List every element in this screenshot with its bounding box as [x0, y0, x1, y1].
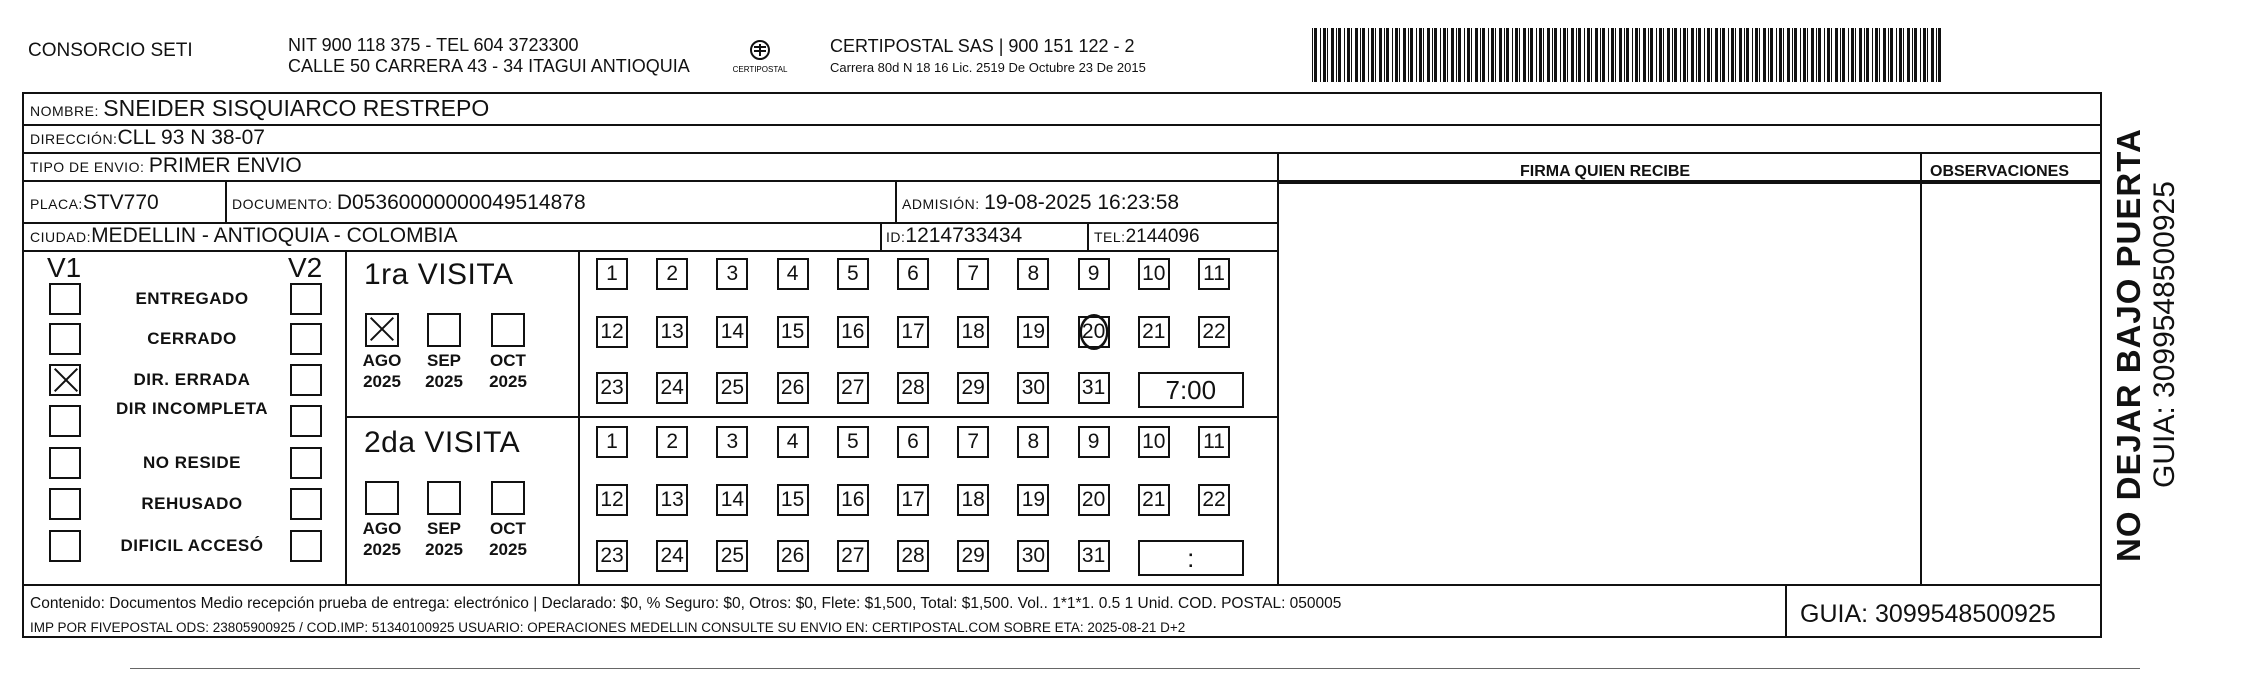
- reason-label: ENTREGADO: [135, 289, 249, 308]
- name-row: NOMBRE: SNEIDER SISQUIARCO RESTREPO: [30, 95, 490, 121]
- visit2-day-19[interactable]: 19: [1017, 484, 1049, 516]
- visit1-day-31[interactable]: 31: [1078, 372, 1110, 404]
- footer-content: Contenido: Documentos Medio recepción prueba de entrega: electrónico | Declarado: $0, % Seguro: $0, Otros: $0, Flete: $1,500, Total: $1,500. Vol.. 1*1*1. 0.5 1 Unid. COD. POSTAL: 050005: [30, 595, 1342, 612]
- plate-value: STV770: [82, 191, 159, 214]
- visit1-day-22[interactable]: 22: [1198, 316, 1230, 348]
- city-value: MEDELLIN - ANTIOQUIA - COLOMBIA: [91, 224, 458, 247]
- visit1-day-11[interactable]: 11: [1198, 258, 1230, 290]
- form-frame: [22, 92, 2102, 638]
- visit1-day-7[interactable]: 7: [957, 258, 989, 290]
- visit2-day-24[interactable]: 24: [656, 540, 688, 572]
- visit2-day-3[interactable]: 3: [716, 426, 748, 458]
- visit2-day-9[interactable]: 9: [1078, 426, 1110, 458]
- reason-label: NO RESIDE: [142, 453, 242, 472]
- v1-checkbox-5[interactable]: [49, 488, 81, 520]
- visit2-day-22[interactable]: 22: [1198, 484, 1230, 516]
- visit2-day-17[interactable]: 17: [897, 484, 929, 516]
- v2-label: V2: [288, 252, 323, 283]
- visit2-month-label: SEP 2025: [425, 519, 463, 559]
- visit2-month-label: OCT 2025: [489, 519, 527, 559]
- visit2-day-7[interactable]: 7: [957, 426, 989, 458]
- visit2-day-31[interactable]: 31: [1078, 540, 1110, 572]
- visit1-day-4[interactable]: 4: [777, 258, 809, 290]
- visit2-time-box[interactable]: :: [1138, 540, 1244, 576]
- reason-label: DIFICIL ACCESÓ: [120, 536, 264, 555]
- visit2-day-27[interactable]: 27: [837, 540, 869, 572]
- visit1-day-21[interactable]: 21: [1138, 316, 1170, 348]
- document-row: DOCUMENTO: D05360000000049514878: [232, 191, 586, 214]
- certipostal-logo: [730, 36, 790, 82]
- id-value: 1214733434: [905, 224, 1023, 247]
- v2-checkbox-4[interactable]: [290, 447, 322, 479]
- v1-checkbox-6[interactable]: [49, 530, 81, 562]
- visit1-day-23[interactable]: 23: [596, 372, 628, 404]
- visit2-day-6[interactable]: 6: [897, 426, 929, 458]
- visit2-day-15[interactable]: 15: [777, 484, 809, 516]
- city-row: CIUDAD:MEDELLIN - ANTIOQUIA - COLOMBIA: [30, 224, 458, 247]
- visit2-month-checkbox-1[interactable]: [427, 481, 461, 515]
- send-type-row: TIPO DE ENVIO: PRIMER ENVIO: [30, 154, 302, 177]
- visit1-day-24[interactable]: 24: [656, 372, 688, 404]
- reason-label: DIR INCOMPLETA: [115, 399, 269, 418]
- visit2-day-20[interactable]: 20: [1078, 484, 1110, 516]
- v2-checkbox-6[interactable]: [290, 530, 322, 562]
- visit1-month-checkbox-0[interactable]: [365, 313, 399, 347]
- visit2-day-25[interactable]: 25: [716, 540, 748, 572]
- visit1-day-5[interactable]: 5: [837, 258, 869, 290]
- visit1-title: 1ra VISITA: [364, 258, 514, 291]
- visit2-day-5[interactable]: 5: [837, 426, 869, 458]
- v2-checkbox-5[interactable]: [290, 488, 322, 520]
- v1-checkbox-4[interactable]: [49, 447, 81, 479]
- visit2-day-1[interactable]: 1: [596, 426, 628, 458]
- visit1-day-16[interactable]: 16: [837, 316, 869, 348]
- id-row: ID:1214733434: [886, 224, 1023, 247]
- recipient-name: SNEIDER SISQUIARCO RESTREPO: [103, 95, 490, 121]
- reason-label: DIR. ERRADA: [133, 370, 251, 389]
- visit1-day-18[interactable]: 18: [957, 316, 989, 348]
- recipient-address: CLL 93 N 38-07: [117, 126, 265, 149]
- signature-header: FIRMA QUIEN RECIBE: [1520, 163, 1691, 180]
- visit2-day-14[interactable]: 14: [716, 484, 748, 516]
- footer-imp: IMP POR FIVEPOSTAL ODS: 23805900925 / COD.IMP: 51340100925 USUARIO: OPERACIONES MEDELLIN CONSULTE SU ENVIO EN: CERTIPOSTAL.COM SOBRE ETA: 2025-08-21 D+2: [30, 620, 1186, 635]
- visit1-day-2[interactable]: 2: [656, 258, 688, 290]
- visit2-day-26[interactable]: 26: [777, 540, 809, 572]
- visit2-day-11[interactable]: 11: [1198, 426, 1230, 458]
- visit2-day-8[interactable]: 8: [1017, 426, 1049, 458]
- carrier-line: CERTIPOSTAL SAS | 900 151 122 - 2: [830, 36, 1135, 56]
- company-name: CONSORCIO SETI: [28, 40, 193, 61]
- visit1-day-10[interactable]: 10: [1138, 258, 1170, 290]
- visit1-day-3[interactable]: 3: [716, 258, 748, 290]
- v1-label: V1: [47, 252, 82, 283]
- visit1-day-17[interactable]: 17: [897, 316, 929, 348]
- address-line: CALLE 50 CARRERA 43 - 34 ITAGUI ANTIOQUIA: [288, 56, 690, 76]
- v1-checkbox-3[interactable]: [49, 405, 81, 437]
- v1-checkbox-1[interactable]: [49, 323, 81, 355]
- visit1-day-1[interactable]: 1: [596, 258, 628, 290]
- reason-label: REHUSADO: [141, 494, 243, 513]
- address-row: DIRECCIÓN:CLL 93 N 38-07: [30, 126, 265, 149]
- visit1-day-29[interactable]: 29: [957, 372, 989, 404]
- visit1-day-12[interactable]: 12: [596, 316, 628, 348]
- footer-guide: GUIA: 3099548500925: [1800, 600, 2056, 628]
- v2-checkbox-2[interactable]: [290, 364, 322, 396]
- barcode: [1312, 28, 1948, 82]
- visit2-day-12[interactable]: 12: [596, 484, 628, 516]
- visit1-day-14[interactable]: 14: [716, 316, 748, 348]
- visit1-day-6[interactable]: 6: [897, 258, 929, 290]
- admission-value: 19-08-2025 16:23:58: [984, 191, 1180, 214]
- visit2-day-28[interactable]: 28: [897, 540, 929, 572]
- visit2-day-2[interactable]: 2: [656, 426, 688, 458]
- visit1-month-label: AGO 2025: [362, 351, 402, 391]
- v2-checkbox-3[interactable]: [290, 405, 322, 437]
- visit1-month-label: SEP 2025: [425, 351, 463, 391]
- v2-checkbox-1[interactable]: [290, 323, 322, 355]
- observations-header: OBSERVACIONES: [1930, 163, 2069, 180]
- visit1-time-box[interactable]: 7:00: [1138, 372, 1244, 408]
- carrier-sub: Carrera 80d N 18 16 Lic. 2519 De Octubre 23 De 2015: [830, 60, 1146, 75]
- visit2-day-13[interactable]: 13: [656, 484, 688, 516]
- visit2-day-10[interactable]: 10: [1138, 426, 1170, 458]
- visit1-day-25[interactable]: 25: [716, 372, 748, 404]
- visit2-day-30[interactable]: 30: [1017, 540, 1049, 572]
- document-value: D05360000000049514878: [336, 191, 586, 214]
- visit1-day-8[interactable]: 8: [1017, 258, 1049, 290]
- visit1-day-20[interactable]: 20: [1078, 316, 1110, 348]
- visit2-month-checkbox-0[interactable]: [365, 481, 399, 515]
- tel-value: 2144096: [1125, 226, 1200, 247]
- plate-row: PLACA:STV770: [30, 191, 159, 214]
- visit2-day-18[interactable]: 18: [957, 484, 989, 516]
- nit-line: NIT 900 118 375 - TEL 604 3723300: [288, 35, 579, 55]
- admission-row: ADMISIÓN: 19-08-2025 16:23:58: [902, 191, 1180, 214]
- visit2-day-29[interactable]: 29: [957, 540, 989, 572]
- visit2-day-23[interactable]: 23: [596, 540, 628, 572]
- visit1-day-28[interactable]: 28: [897, 372, 929, 404]
- v1-checkbox-2[interactable]: [49, 364, 81, 396]
- visit2-day-21[interactable]: 21: [1138, 484, 1170, 516]
- visit1-day-15[interactable]: 15: [777, 316, 809, 348]
- side-guide: GUIA: 3099548500925: [2148, 181, 2181, 488]
- visit1-day-19[interactable]: 19: [1017, 316, 1049, 348]
- visit1-day-27[interactable]: 27: [837, 372, 869, 404]
- visit1-day-13[interactable]: 13: [656, 316, 688, 348]
- visit1-day-26[interactable]: 26: [777, 372, 809, 404]
- v1-checkbox-0[interactable]: [49, 283, 81, 315]
- visit1-day-30[interactable]: 30: [1017, 372, 1049, 404]
- visit1-day-9[interactable]: 9: [1078, 258, 1110, 290]
- tel-row: TEL:2144096: [1094, 226, 1200, 247]
- visit2-day-4[interactable]: 4: [777, 426, 809, 458]
- visit1-month-checkbox-2[interactable]: [491, 313, 525, 347]
- visit2-day-16[interactable]: 16: [837, 484, 869, 516]
- visit1-month-checkbox-1[interactable]: [427, 313, 461, 347]
- visit2-month-checkbox-2[interactable]: [491, 481, 525, 515]
- svg-text:CERTIPOSTAL: CERTIPOSTAL: [732, 65, 788, 74]
- visit2-title: 2da VISITA: [364, 426, 521, 459]
- send-type: PRIMER ENVIO: [148, 154, 302, 177]
- visit1-month-label: OCT 2025: [489, 351, 527, 391]
- visit2-month-label: AGO 2025: [362, 519, 402, 559]
- reason-label: CERRADO: [147, 329, 237, 348]
- side-warning: NO DEJAR BAJO PUERTA: [2110, 128, 2147, 562]
- v2-checkbox-0[interactable]: [290, 283, 322, 315]
